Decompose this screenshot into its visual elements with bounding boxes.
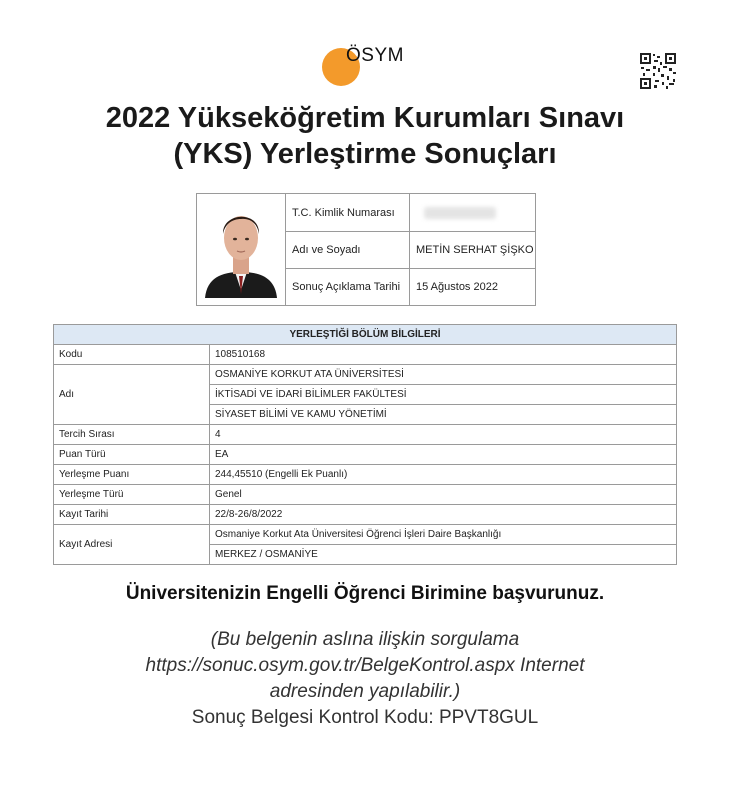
field-date [286,268,535,305]
row-value: EA [210,445,677,465]
row-label: Tercih Sırası [54,425,210,445]
field-value: 15 Ağustos 2022 [416,280,498,293]
title-line-2: (YKS) Yerleştirme Sonuçları [173,138,557,170]
row-label: Kayıt Tarihi [54,505,210,525]
page-title [0,100,730,172]
row-value: 22/8-26/8/2022 [210,505,677,525]
field-label: T.C. Kimlik Numarası [286,194,410,231]
field-name [286,231,535,269]
table-row [54,465,677,485]
row-label: Kayıt Adresi [54,525,210,565]
verification-line-1: (Bu belgenin aslına ilişkin sorgulama [210,629,520,650]
notice-text: Üniversitenizin Engelli Öğrenci Birimine başvurunuz. [125,583,605,604]
osym-logo-icon [322,42,412,86]
row-value: Genel [210,485,677,505]
row-value: Osmaniye Korkut Ata Üniversitesi Öğrenci İşleri Daire Başkanlığı [210,525,677,545]
table-row [54,505,677,525]
row-value: 4 [210,425,677,445]
row-value: İKTİSADİ VE İDARİ BİLİMLER FAKÜLTESİ [210,385,677,405]
verification-note [0,627,730,705]
table-row [54,525,677,545]
row-value: SİYASET BİLİMİ VE KAMU YÖNETİMİ [210,405,677,425]
field-value: METİN SERHAT ŞİŞKO [416,243,534,256]
candidate-card [196,193,536,306]
field-label: Sonuç Açıklama Tarihi [286,268,410,305]
row-value: 244,45510 (Engelli Ek Puanlı) [210,465,677,485]
qr-code-icon [639,52,677,90]
field-label: Adı ve Soyadı [286,231,410,268]
control-code: Sonuç Belgesi Kontrol Kodu: PPVT8GUL [191,707,539,728]
row-label: Adı [54,365,210,425]
row-value: MERKEZ / OSMANİYE [210,545,677,565]
table-row [54,485,677,505]
redacted-id [424,207,496,219]
row-label: Kodu [54,345,210,365]
row-value: 108510168 [210,345,677,365]
row-label: Yerleşme Türü [54,485,210,505]
row-label: Puan Türü [54,445,210,465]
verification-line-3: adresinden yapılabilir.) [269,681,461,702]
table-row [54,345,677,365]
row-value: OSMANİYE KORKUT ATA ÜNİVERSİTESİ [210,365,677,385]
table-heading: YERLEŞTİĞİ BÖLÜM BİLGİLERİ [54,325,677,345]
field-tc [286,194,535,232]
placement-table [53,324,677,565]
table-row [54,365,677,385]
logo-text: ÖSYM [346,45,404,66]
row-label: Yerleşme Puanı [54,465,210,485]
table-row [54,425,677,445]
verification-url-line: https://sonuc.osym.gov.tr/BelgeKontrol.aspx Internet [145,655,585,676]
title-line-1: 2022 Yükseköğretim Kurumları Sınavı [105,102,625,134]
field-value-redacted [411,194,535,231]
candidate-photo [197,194,286,305]
table-row [54,445,677,465]
